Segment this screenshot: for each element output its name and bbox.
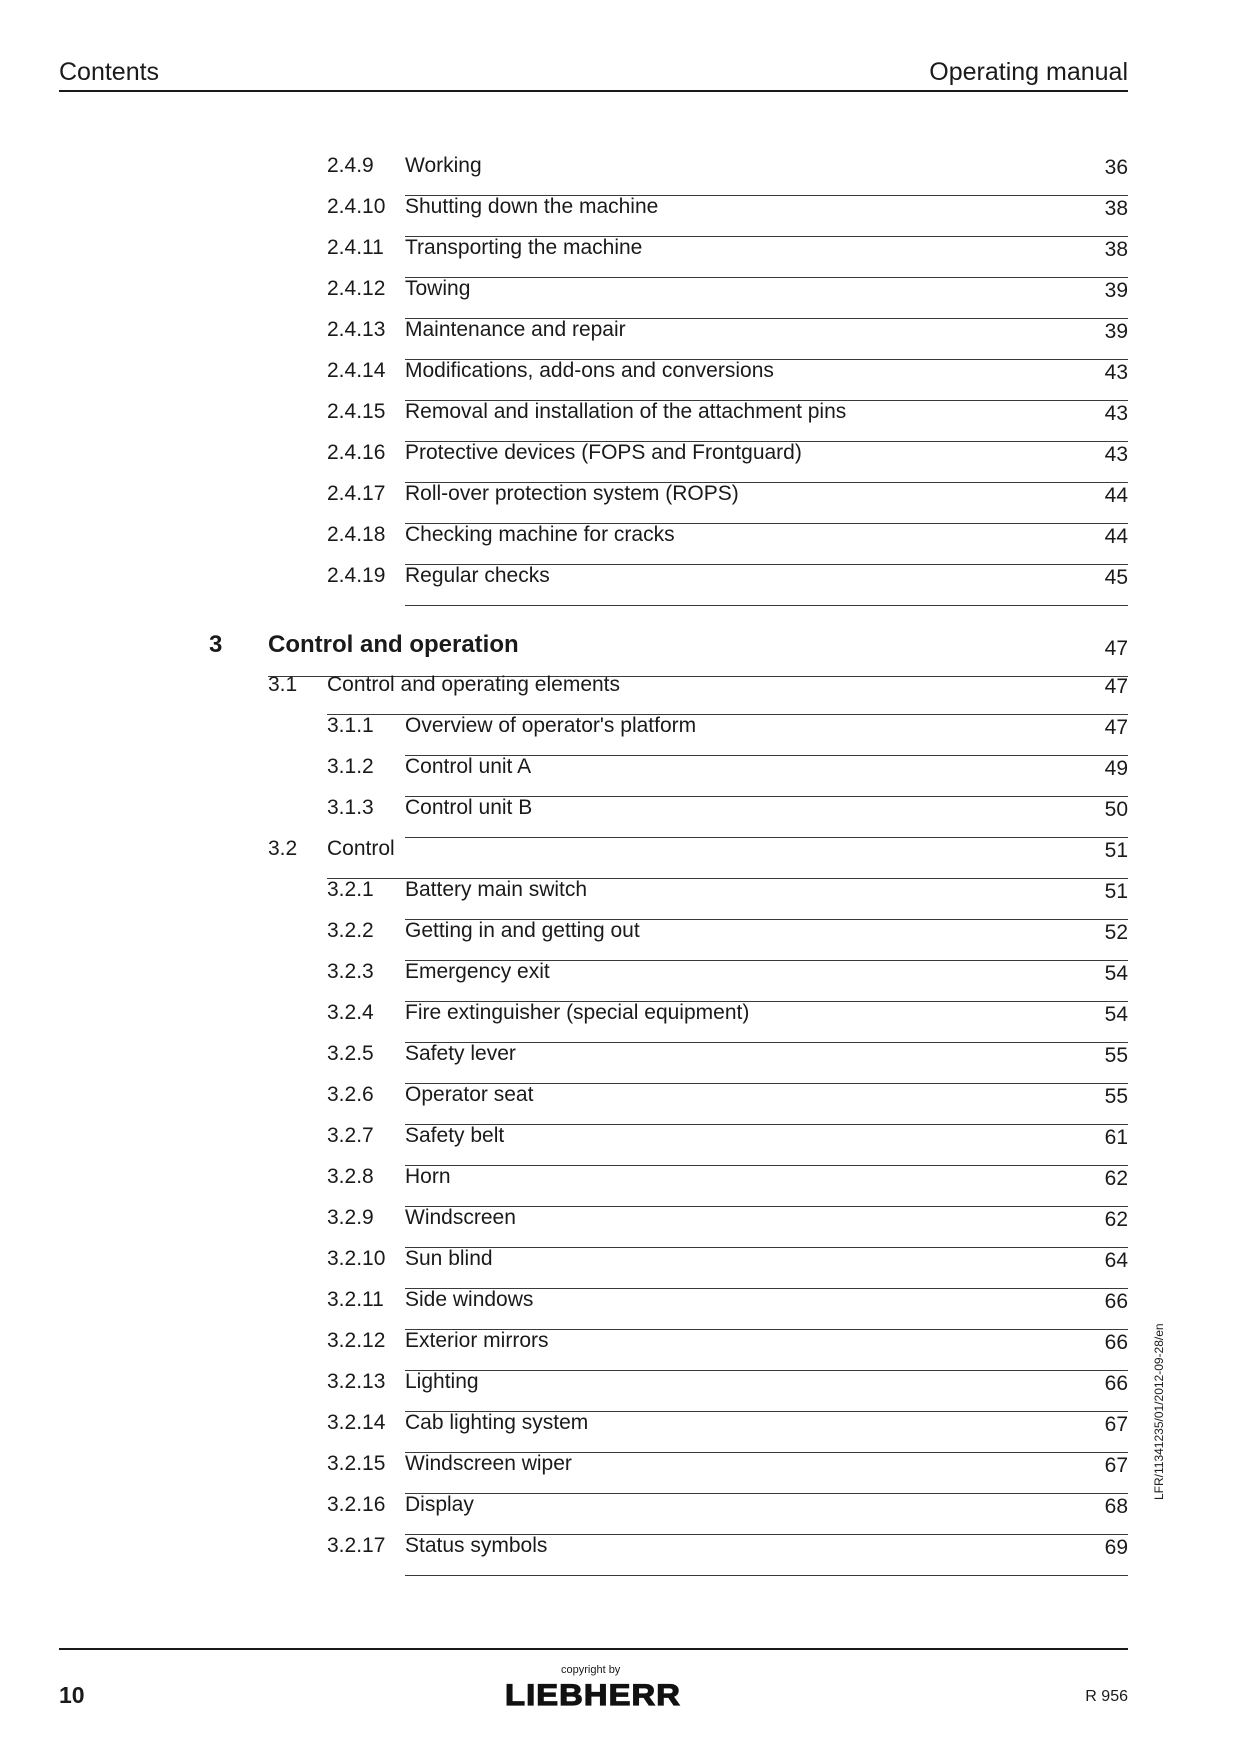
toc-entry-title: Display [405, 1493, 474, 1516]
toc-entry-title: Transporting the machine [405, 236, 643, 259]
toc-entry-number: 2.4.14 [327, 359, 386, 382]
toc-subsection-entry [327, 1534, 1128, 1576]
toc-entry-title: Control and operating elements [327, 673, 621, 696]
toc-entry-number: 2.4.10 [327, 195, 386, 218]
toc-entry-page: 66 [1104, 1372, 1128, 1395]
toc-entry-page: 47 [1104, 675, 1128, 698]
toc-entry-page: 55 [1104, 1044, 1128, 1067]
page-number: 10 [59, 1682, 85, 1708]
toc-subsection-entry [327, 1083, 1128, 1125]
toc-entry-title: Battery main switch [405, 878, 588, 901]
toc-entry-page: 62 [1104, 1167, 1128, 1190]
toc-entry-page: 43 [1104, 361, 1128, 384]
toc-entry-title: Windscreen wiper [405, 1452, 572, 1475]
toc-entry-page: 49 [1104, 757, 1128, 780]
toc-entry-page: 44 [1104, 484, 1128, 507]
toc-subsection-entry [327, 1124, 1128, 1166]
toc-entry-number: 3.1.2 [327, 755, 374, 778]
copyright-label: copyright by [561, 1664, 621, 1676]
toc-subsection-entry [327, 564, 1128, 606]
toc-entry-number: 3.1 [268, 673, 298, 696]
toc-entry-title: Getting in and getting out [405, 919, 640, 942]
toc-subsection-entry [327, 1452, 1128, 1494]
toc-entry-page: 66 [1104, 1331, 1128, 1354]
toc-entry-number: 3.2.2 [327, 919, 374, 942]
toc-entry-underline [405, 605, 1128, 606]
toc-subsection-entry [327, 1288, 1128, 1330]
toc-subsection-entry [327, 755, 1128, 797]
toc-entry-number: 2.4.19 [327, 564, 386, 587]
toc-entry-number: 3.2.11 [327, 1288, 384, 1311]
toc-entry-page: 55 [1104, 1085, 1128, 1108]
toc-subsection-entry [327, 318, 1128, 360]
toc-subsection-entry [327, 1165, 1128, 1207]
toc-subsection-entry [327, 1247, 1128, 1289]
toc-entry-title: Sun blind [405, 1247, 493, 1270]
toc-subsection-entry [327, 1042, 1128, 1084]
toc-entry-page: 39 [1104, 279, 1128, 302]
toc-entry-number: 3.2.4 [327, 1001, 374, 1024]
toc-subsection-entry [327, 878, 1128, 920]
toc-entry-page: 50 [1104, 798, 1128, 821]
toc-entry-page: 43 [1104, 443, 1128, 466]
toc-entry-page: 44 [1104, 525, 1128, 548]
toc-entry-title: Checking machine for cracks [405, 523, 675, 546]
toc-entry-title: Roll-over protection system (ROPS) [405, 482, 739, 505]
toc-subsection-entry [327, 1329, 1128, 1371]
toc-entry-title: Overview of operator's platform [405, 714, 697, 737]
toc-subsection-entry [327, 1493, 1128, 1535]
toc-entry-title: Lighting [405, 1370, 479, 1393]
toc-entry-page: 45 [1104, 566, 1128, 589]
toc-entry-number: 3.2.16 [327, 1493, 386, 1516]
toc-entry-title: Control unit B [405, 796, 533, 819]
toc-entry-page: 62 [1104, 1208, 1128, 1231]
toc-entry-title: Safety belt [405, 1124, 505, 1147]
toc-entry-title: Regular checks [405, 564, 550, 587]
toc-entry-number: 3.2.6 [327, 1083, 374, 1106]
toc-entry-number: 3 [209, 631, 223, 658]
toc-entry-number: 3.2 [268, 837, 298, 860]
toc-entry-number: 3.2.5 [327, 1042, 374, 1065]
toc-entry-number: 3.2.10 [327, 1247, 386, 1270]
toc-entry-page: 39 [1104, 320, 1128, 343]
machine-model: R 956 [1085, 1688, 1128, 1705]
toc-entry-number: 3.2.3 [327, 960, 374, 983]
toc-entry-page: 64 [1104, 1249, 1128, 1272]
toc-entry-page: 66 [1104, 1290, 1128, 1313]
toc-entry-page: 54 [1104, 1003, 1128, 1026]
header-section-title: Contents [59, 58, 160, 86]
svg-text:LIEBHERR: LIEBHERR [505, 1679, 681, 1710]
toc-entry-number: 3.1.3 [327, 796, 374, 819]
toc-entry-title: Side windows [405, 1288, 534, 1311]
toc-subsection-entry [327, 195, 1128, 237]
toc-subsection-entry [327, 919, 1128, 961]
toc-entry-page: 67 [1104, 1454, 1128, 1477]
toc-entry-page: 61 [1104, 1126, 1128, 1149]
toc-entry-number: 2.4.9 [327, 154, 374, 177]
toc-section-entry [268, 837, 1128, 879]
toc-entry-number: 2.4.16 [327, 441, 386, 464]
toc-entry-title: Operator seat [405, 1083, 534, 1106]
toc-subsection-entry [327, 796, 1128, 838]
toc-subsection-entry [327, 154, 1128, 196]
toc-entry-number: 3.2.8 [327, 1165, 374, 1188]
toc-entry-page: 68 [1104, 1495, 1128, 1518]
toc-entry-title: Shutting down the machine [405, 195, 659, 218]
liebherr-logo [503, 1678, 683, 1710]
toc-entry-title: Control and operation [268, 631, 519, 658]
toc-entry-page: 51 [1104, 880, 1128, 903]
toc-subsection-entry [327, 1001, 1128, 1043]
toc-entry-title: Fire extinguisher (special equipment) [405, 1001, 750, 1024]
toc-subsection-entry [327, 1370, 1128, 1412]
toc-entry-number: 3.2.17 [327, 1534, 386, 1557]
toc-chapter-entry [209, 631, 1128, 677]
header-document-title: Operating manual [929, 58, 1128, 86]
toc-entry-title: Protective devices (FOPS and Frontguard) [405, 441, 802, 464]
toc-entry-number: 3.2.15 [327, 1452, 386, 1475]
toc-entry-title: Exterior mirrors [405, 1329, 549, 1352]
toc-entry-number: 2.4.11 [327, 236, 384, 259]
toc-entry-title: Working [405, 154, 482, 177]
toc-entry-title: Emergency exit [405, 960, 550, 983]
footer-divider [59, 1648, 1128, 1650]
toc-section-entry [268, 673, 1128, 715]
toc-subsection-entry [327, 714, 1128, 756]
document-reference-code: LFR/11341235/01/2012-09-28/en [1152, 1323, 1166, 1500]
toc-entry-page: 54 [1104, 962, 1128, 985]
toc-entry-number: 3.2.13 [327, 1370, 386, 1393]
toc-entry-page: 52 [1104, 921, 1128, 944]
toc-subsection-entry [327, 523, 1128, 565]
toc-subsection-entry [327, 960, 1128, 1002]
toc-entry-title: Towing [405, 277, 471, 300]
toc-entry-underline [405, 1575, 1128, 1576]
toc-entry-number: 2.4.12 [327, 277, 386, 300]
toc-entry-number: 2.4.18 [327, 523, 386, 546]
toc-entry-title: Windscreen [405, 1206, 516, 1229]
toc-entry-number: 3.2.1 [327, 878, 374, 901]
toc-entry-title: Removal and installation of the attachment pins [405, 400, 847, 423]
toc-entry-number: 2.4.15 [327, 400, 386, 423]
toc-subsection-entry [327, 441, 1128, 483]
toc-entry-number: 3.2.12 [327, 1329, 386, 1352]
toc-subsection-entry [327, 277, 1128, 319]
toc-entry-title: Horn [405, 1165, 451, 1188]
toc-entry-title: Status symbols [405, 1534, 548, 1557]
toc-entry-title: Modifications, add-ons and conversions [405, 359, 774, 382]
toc-subsection-entry [327, 359, 1128, 401]
toc-subsection-entry [327, 1411, 1128, 1453]
toc-subsection-entry [327, 482, 1128, 524]
toc-entry-title: Maintenance and repair [405, 318, 626, 341]
toc-entry-number: 3.1.1 [327, 714, 374, 737]
toc-entry-page: 43 [1104, 402, 1128, 425]
toc-entry-number: 3.2.7 [327, 1124, 374, 1147]
toc-entry-page: 38 [1104, 197, 1128, 220]
toc-entry-number: 2.4.17 [327, 482, 386, 505]
toc-entry-page: 51 [1104, 839, 1128, 862]
toc-entry-page: 47 [1104, 637, 1128, 660]
toc-entry-title: Control unit A [405, 755, 532, 778]
toc-entry-number: 3.2.9 [327, 1206, 374, 1229]
toc-entry-number: 3.2.14 [327, 1411, 386, 1434]
toc-entry-page: 67 [1104, 1413, 1128, 1436]
toc-entry-title: Control [327, 837, 395, 860]
toc-entry-page: 36 [1104, 156, 1128, 179]
toc-entry-page: 47 [1104, 716, 1128, 739]
toc-entry-title: Safety lever [405, 1042, 516, 1065]
toc-subsection-entry [327, 400, 1128, 442]
toc-subsection-entry [327, 236, 1128, 278]
toc-subsection-entry [327, 1206, 1128, 1248]
toc-entry-number: 2.4.13 [327, 318, 386, 341]
toc-entry-page: 38 [1104, 238, 1128, 261]
toc-entry-title: Cab lighting system [405, 1411, 589, 1434]
toc-entry-page: 69 [1104, 1536, 1128, 1559]
